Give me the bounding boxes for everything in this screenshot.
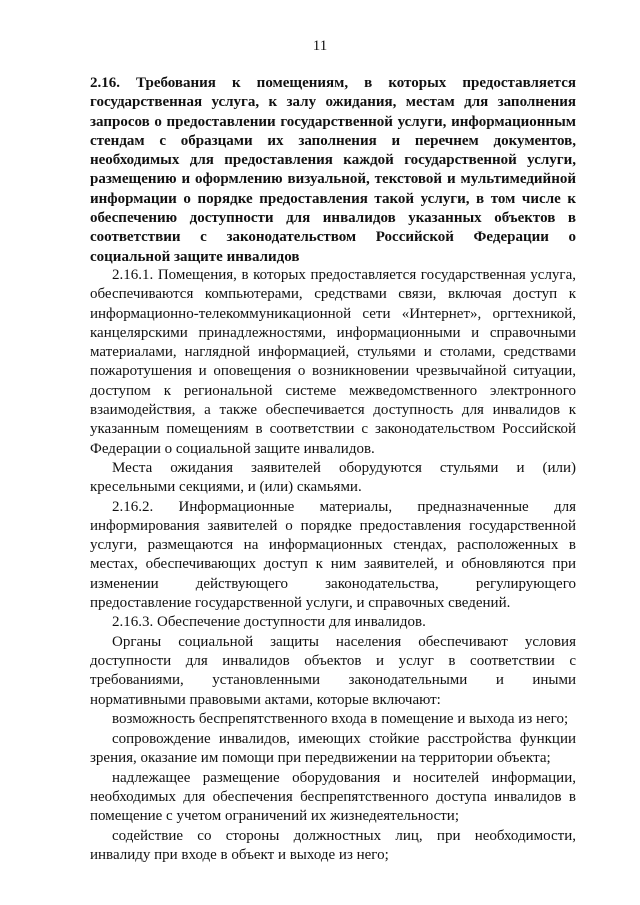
list-item-escort: сопровождение инвалидов, имеющих стойкие расстройства функции зрения, оказание им помощи при передвижении на территории объекта;: [90, 731, 576, 767]
paragraph-accessibility-conditions: Органы социальной защиты населения обеспечивают условия доступности для инвалидов объектов и услуг в соответствии с требованиями, установленными законодательными и иными нормативными правовыми актами, которые включают:: [90, 633, 576, 708]
section-title: 2.16. Требования к помещениям, в которых предоставляется государственная услуга, к залу ожидания, местам для заполнения запросов о предоставлении государственной услуги, информационным стендам с образцами их заполнения и перечнем документов, необходимых для предоставления каждой государственной услуги, размещению и оформлению визуальной, текстовой и мультимедийной информации о порядке предоставления такой услуги, в том числе к обеспечению доступности для инвалидов указанных объектов в соответствии с законодательством Российской Федерации о социальной защите инвалидов: [90, 75, 576, 265]
paragraph-2-16-1: 2.16.1. Помещения, в которых предоставляется государственная услуга, обеспечиваются компьютерами, средствами связи, включая доступ к информационно-телекоммуникационной сети «Интернет», оргтехникой, канцелярскими принадлежностями, информационными и справочными материалами, наглядной информацией, стульями и столами, средствами пожаротушения и оповещения о возникновении чрезвычайной ситуации, доступом к региональной системе межведомственного электронного взаимодействия, а также обеспечивается доступность для инвалидов к указанным помещениям в соответствии с законодательством Российской Федерации о социальной защите инвалидов.: [90, 267, 576, 457]
paragraph-2-16-2: 2.16.2. Информационные материалы, предназначенные для информирования заявителей о порядке предоставления государственной услуги, размещаются на информационных стендах, расположенных в местах, обеспечивающих доступ к ним заявителей, и обновляются при изменении действующего законодательства, регулирующего предоставление государственной услуги, и справочных сведений.: [90, 498, 576, 612]
list-item-assistance: содействие со стороны должностных лиц, при необходимости, инвалиду при входе в объект и выходе из него;: [90, 827, 576, 863]
paragraph-waiting-areas: Места ожидания заявителей оборудуются стульями и (или) кресельными секциями, и (или) скамьями.: [90, 459, 576, 496]
paragraph-2-16-3: 2.16.3. Обеспечение доступности для инвалидов.: [112, 614, 426, 631]
list-item-equipment: надлежащее размещение оборудования и носителей информации, необходимых для обеспечения беспрепятственного доступа инвалидов в помещение с учетом ограничений их жизнедеятельности;: [90, 769, 576, 825]
list-item-entrance: возможность беспрепятственного входа в помещение и выхода из него;: [112, 710, 569, 727]
document-body: [90, 266, 576, 865]
page-number: 11: [312, 38, 328, 54]
